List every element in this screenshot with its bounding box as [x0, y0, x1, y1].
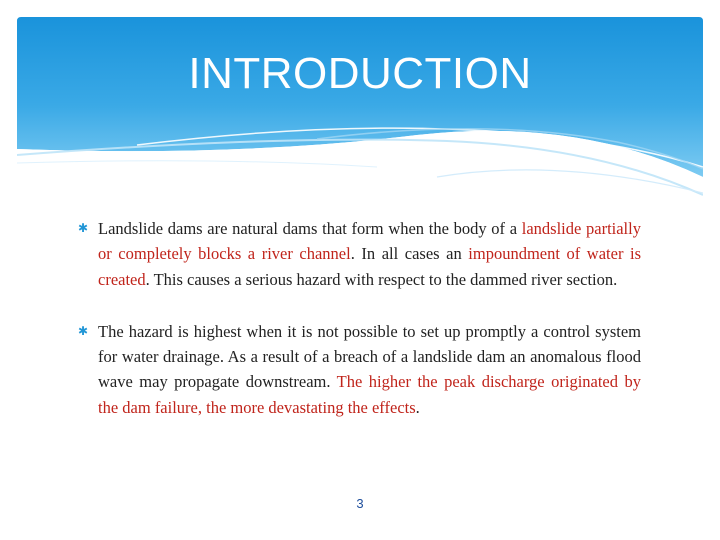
asterisk-bullet-icon: ✱: [78, 323, 89, 338]
text-segment: .: [415, 397, 420, 417]
asterisk-bullet-icon: ✱: [78, 221, 89, 235]
slide-title: INTRODUCTION: [188, 49, 532, 98]
highlighted-text-segment: landslide partially or completely blocks a river channel: [98, 219, 641, 264]
highlighted-text-segment: The higher the peak discharge originated by the dam failure, the more devastating the effects: [98, 372, 641, 417]
bullet-text: [98, 219, 641, 289]
highlighted-text-segment: impoundment of water is created: [98, 244, 642, 289]
text-segment: . This causes a serious hazard with respect to the dammed river section.: [145, 269, 618, 289]
bullet-list: [78, 216, 641, 447]
bullet-text: [98, 322, 641, 417]
text-segment: The hazard is highest when it is not possible to set up promptly a control system for water drainage. As a result of a breach of a landslide dam an anomalous flood wave may propagate downstream.: [98, 321, 641, 392]
text-segment: Landslide dams are natural dams that form when the body of a: [98, 219, 522, 238]
bullet-item: [78, 216, 641, 292]
bullet-item: [78, 319, 641, 420]
page-number: 3: [356, 496, 364, 511]
text-segment: . In all cases an: [350, 244, 469, 264]
